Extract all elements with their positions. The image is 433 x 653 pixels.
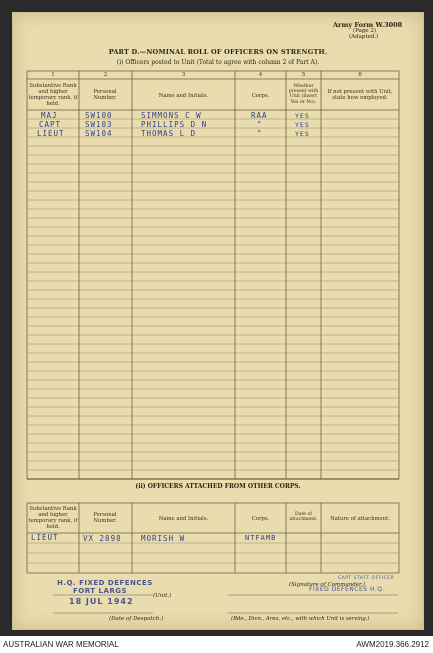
row-present: YES xyxy=(295,130,310,138)
row-rank: LIEUT xyxy=(37,129,65,138)
row-name: MORISH W xyxy=(141,534,186,543)
credit-accession: AWM2019.366.2912 xyxy=(356,640,429,649)
part-d-title: PART D.—NOMINAL ROLL OF OFFICERS ON STRENGTH. xyxy=(108,48,328,56)
document-page xyxy=(12,12,424,630)
col-number-1: 1 xyxy=(51,72,55,78)
row-present: YES xyxy=(295,121,310,129)
part-ii-title: (ii) OFFICERS ATTACHED FROM OTHER CORPS. xyxy=(135,483,301,490)
row-corps: " xyxy=(257,120,263,129)
row-number: SW104 xyxy=(85,129,113,138)
date-stamp: 18 JUL 1942 xyxy=(69,597,134,606)
col-header-employed: If not present with Unit, state how employed. xyxy=(327,89,393,101)
col-number-4: 4 xyxy=(258,72,263,78)
col-header-present: Whether present with Unit (Insert Yes or No). xyxy=(288,84,319,105)
row-name: THOMAS L D xyxy=(141,129,197,138)
signature-stamp-line2: FIXED DEFENCES H.Q. xyxy=(309,586,385,593)
part-d-subtitle: (i) Officers posted to Unit (Total to agree with column 2 of Part A). xyxy=(116,59,320,66)
row-rank: LIEUT xyxy=(31,533,59,542)
row-number: SW100 xyxy=(85,111,113,120)
row-corps: NTFAMB xyxy=(245,534,277,542)
unit-stamp-line1: H.Q. FIXED DEFENCES xyxy=(57,579,153,587)
credit-bar xyxy=(0,636,433,653)
attached-header-nature: Nature of attachment. xyxy=(330,516,390,522)
attached-header-corps: Corps. xyxy=(251,516,270,522)
attached-header-number: Personal Number. xyxy=(93,512,117,524)
col-header-number: Personal Number. xyxy=(93,89,117,101)
form-number: Army Form W.3008 xyxy=(333,21,403,29)
date-label: (Date of Despatch.) xyxy=(109,616,164,622)
col-header-rank: Substantive Rank and higher temporary rank, if held. xyxy=(28,83,78,107)
row-present: YES xyxy=(295,112,310,120)
col-number-6: 6 xyxy=(358,72,362,78)
row-number: VX 2898 xyxy=(83,534,122,543)
attached-header-rank: Substantive Rank and higher temporary rank, if held. xyxy=(28,506,78,530)
row-rank: CAPT xyxy=(39,120,62,129)
row-corps: RAA xyxy=(251,111,268,120)
attached-header-date: Date of attachment. xyxy=(289,512,318,523)
signature-label: (Signature of Commander.) xyxy=(289,582,365,588)
attached-header-name: Name and Initials. xyxy=(158,516,209,522)
row-rank: MAJ xyxy=(41,111,58,120)
col-number-2: 2 xyxy=(103,72,108,78)
col-number-3: 3 xyxy=(181,72,186,78)
col-number-5: 5 xyxy=(301,72,306,78)
form-adapted: (Adapted.) xyxy=(349,34,379,40)
row-name: PHILLIPS D N xyxy=(141,120,208,129)
col-header-corps: Corps. xyxy=(251,93,270,99)
row-number: SW103 xyxy=(85,120,113,129)
unit-label: (Unit.) xyxy=(153,593,172,599)
credit-institution: AUSTRALIAN WAR MEMORIAL xyxy=(3,640,119,649)
row-name: SIMMONS C W xyxy=(141,111,202,120)
form-page: (Page 2) xyxy=(353,28,377,34)
signature-stamp-line1: CAPT STAFF OFFICER xyxy=(338,576,395,581)
col-header-name: Name and Initials. xyxy=(158,93,209,99)
formation-label: (Bde., Divn., Area, etc., with which Unit is serving.) xyxy=(231,616,370,622)
row-corps: " xyxy=(257,129,263,138)
unit-stamp-line2: FORT LARGS xyxy=(73,587,128,595)
